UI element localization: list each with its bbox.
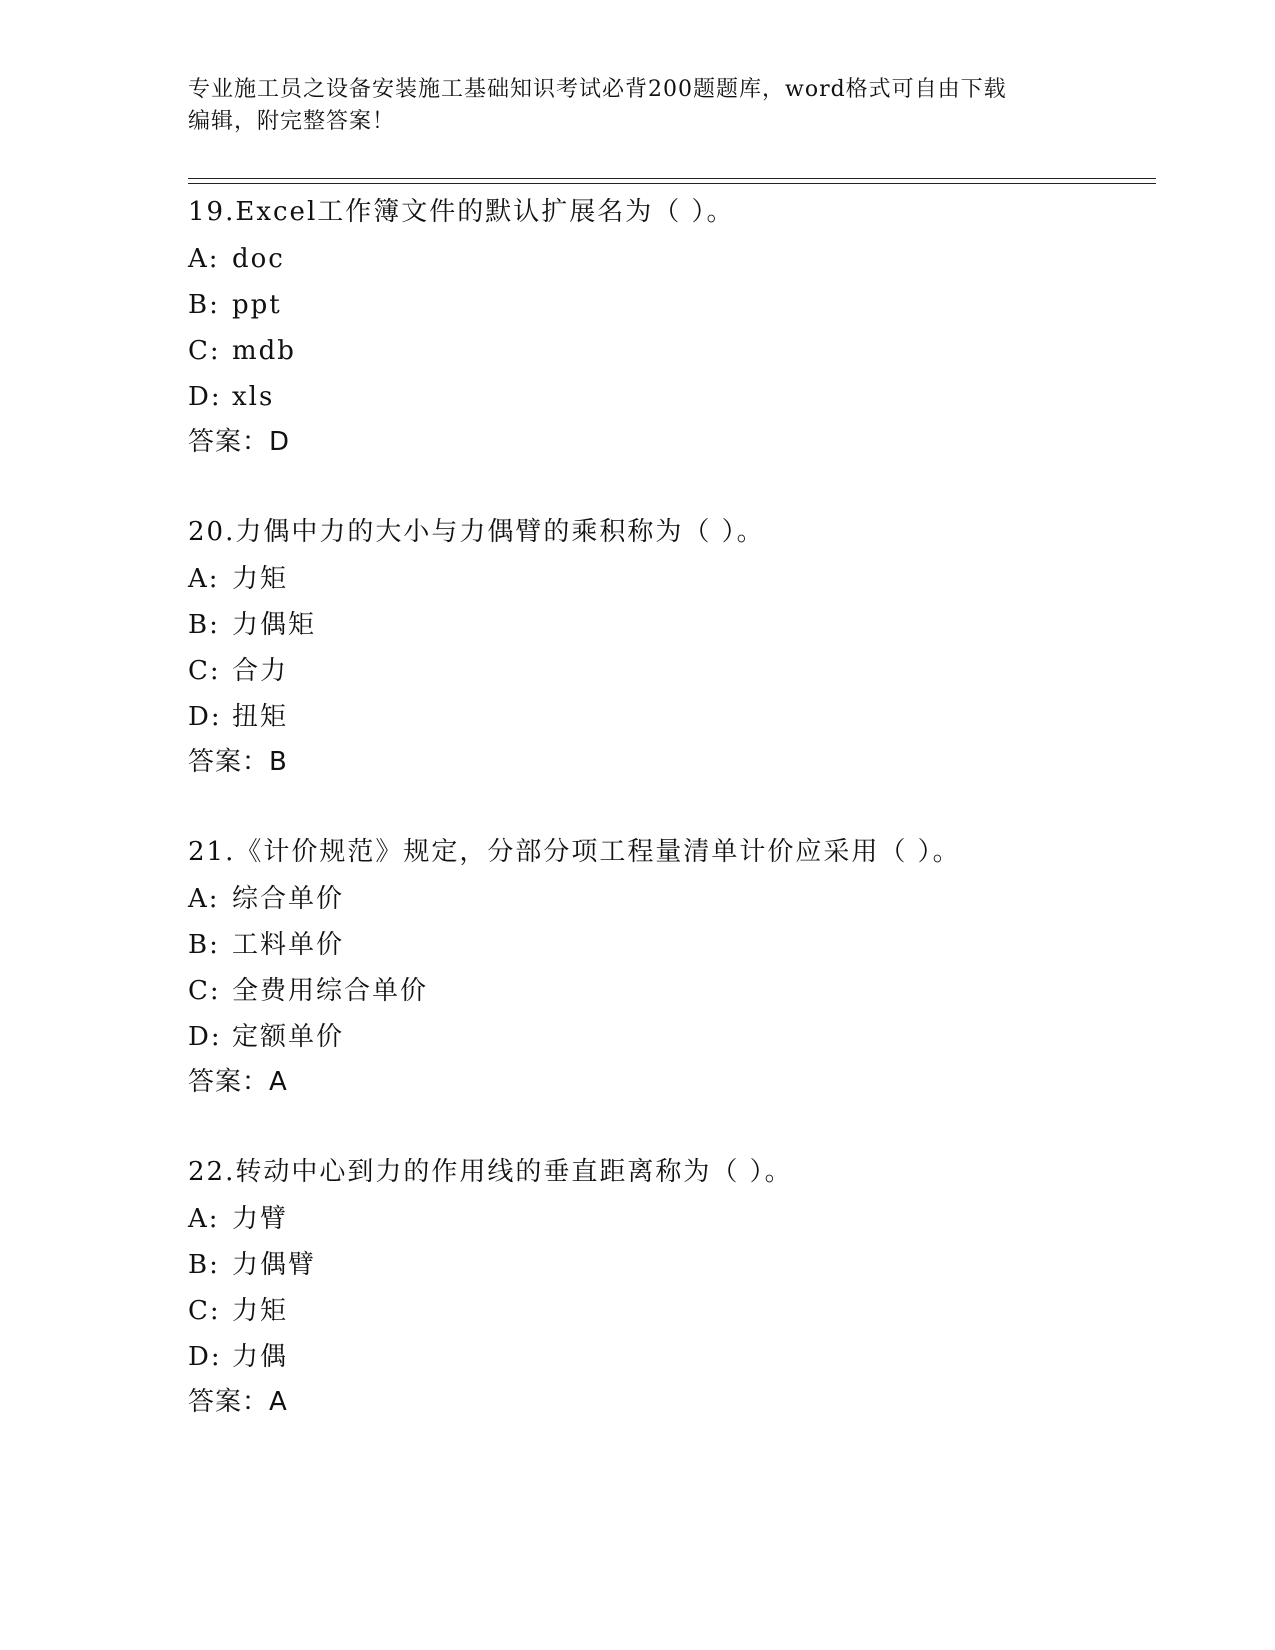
option-a [188,556,1148,602]
question-stem: 19.Excel工作簿文件的默认扩展名为（ ）。 [188,197,735,227]
option-a [188,876,1148,922]
option-text: 力矩 [232,1296,289,1326]
option-key: D: [188,1342,222,1372]
option-c [188,648,1148,694]
option-text: 力矩 [232,564,289,594]
option-c [188,1288,1148,1334]
option-key: B: [188,1250,220,1280]
header-line-1: 专业施工员之设备安装施工基础知识考试必背200题题库，word格式可自由下载 [188,77,1007,102]
option-b [188,1242,1148,1288]
option-key: C: [188,336,221,366]
option-text: 力臂 [232,1204,289,1234]
option-a [188,236,1148,282]
option-key: C: [188,976,221,1006]
answer-line: 答案：A [188,1067,288,1097]
option-text: xls [232,382,275,412]
option-d [188,694,1148,740]
document-header [188,74,1088,138]
answer-line: 答案：B [188,747,288,777]
option-text: 合力 [232,656,289,686]
question-20 [188,510,1148,830]
option-b [188,922,1148,968]
option-key: A: [188,244,220,274]
option-text: 力偶 [232,1342,289,1372]
option-key: C: [188,656,221,686]
option-text: 全费用综合单价 [232,976,429,1006]
option-key: C: [188,1296,221,1326]
option-key: A: [188,1204,220,1234]
option-text: 力偶臂 [232,1250,317,1280]
option-key: D: [188,702,222,732]
question-stem: 21.《计价规范》规定，分部分项工程量清单计价应采用（ ）。 [188,837,961,867]
option-d [188,1014,1148,1060]
option-text: ppt [232,290,282,320]
option-b [188,282,1148,328]
option-text: 扭矩 [232,702,289,732]
question-stem: 22.转动中心到力的作用线的垂直距离称为（ ）。 [188,1157,793,1187]
question-list [188,190,1148,1470]
answer-line: 答案：A [188,1387,288,1417]
question-stem: 20.力偶中力的大小与力偶臂的乘积称为（ ）。 [188,517,765,547]
option-c [188,968,1148,1014]
option-a [188,1196,1148,1242]
option-key: D: [188,1022,222,1052]
option-text: 综合单价 [232,884,345,914]
header-divider-top [188,178,1156,179]
header-line-2: 编辑，附完整答案！ [188,109,396,134]
option-key: D: [188,382,222,412]
option-text: doc [232,244,285,274]
option-text: 力偶矩 [232,610,317,640]
option-text: 定额单价 [232,1022,345,1052]
option-b [188,602,1148,648]
option-c [188,328,1148,374]
question-19 [188,190,1148,510]
option-key: A: [188,564,220,594]
option-d [188,1334,1148,1380]
header-divider-bottom [188,183,1156,184]
question-22 [188,1150,1148,1470]
option-text: mdb [232,336,296,366]
option-key: B: [188,610,220,640]
answer-line: 答案：D [188,427,291,457]
question-21 [188,830,1148,1150]
option-key: B: [188,930,220,960]
option-text: 工料单价 [232,930,345,960]
option-key: B: [188,290,220,320]
option-key: A: [188,884,220,914]
option-d [188,374,1148,420]
